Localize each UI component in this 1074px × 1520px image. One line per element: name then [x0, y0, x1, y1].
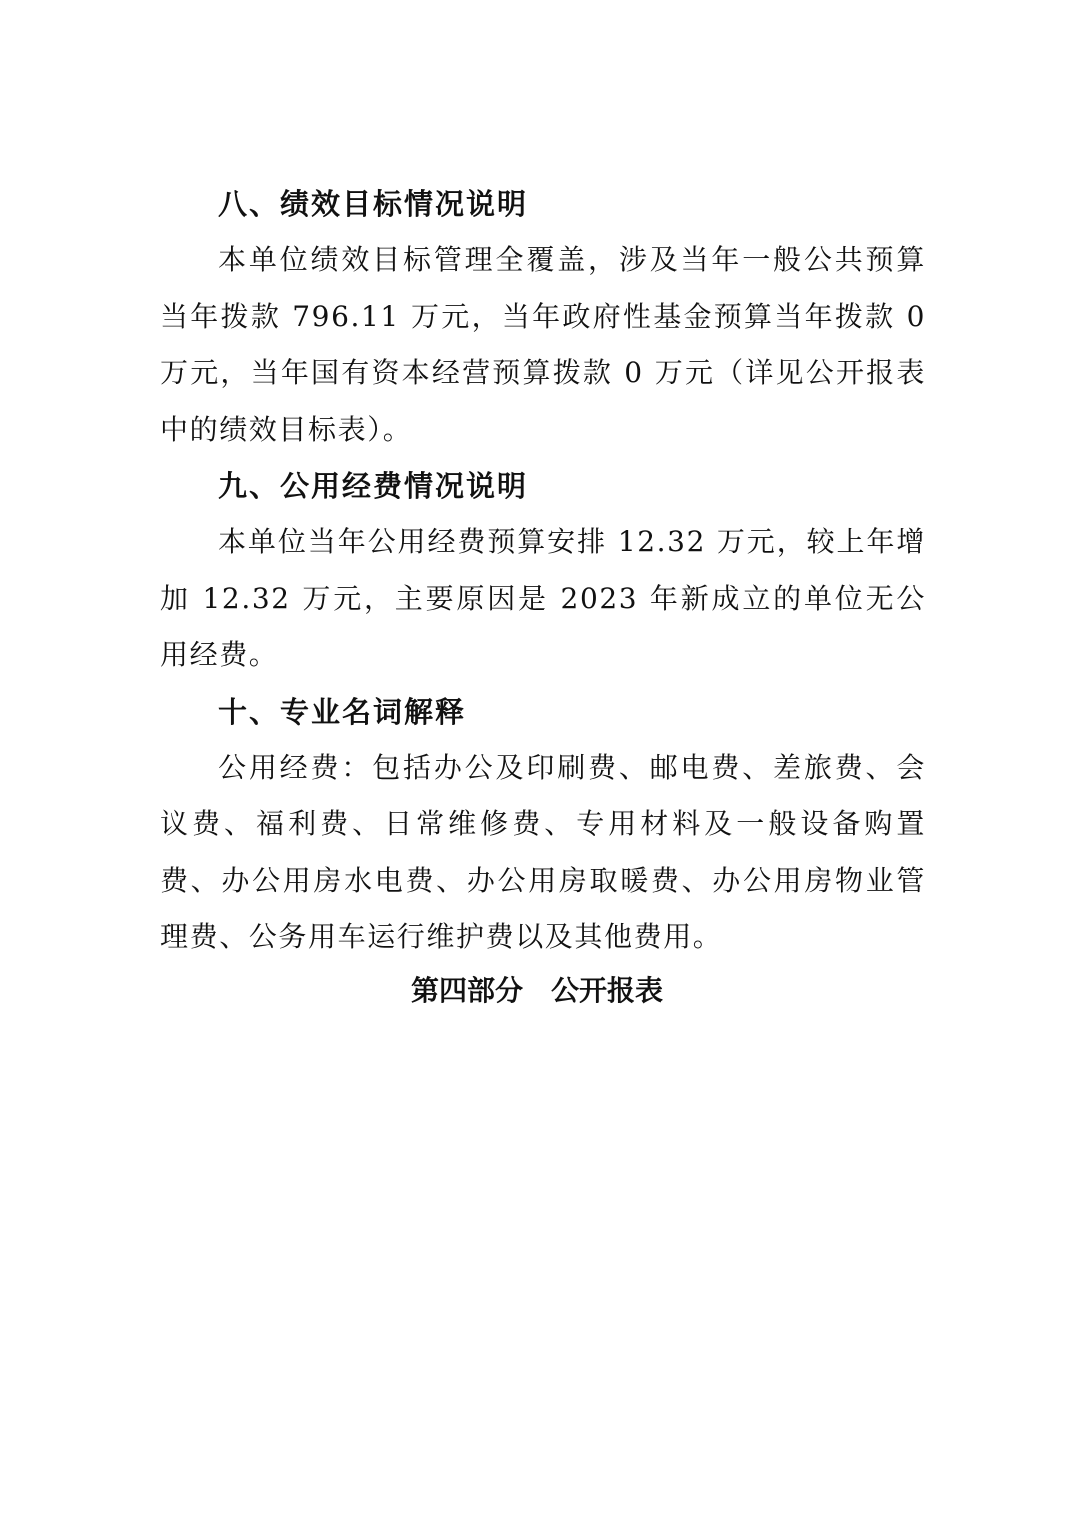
section-9-paragraph: 本单位当年公用经费预算安排 12.32 万元，较上年增加 12.32 万元，主要原因是 2023 年新成立的单位无公用经费。	[160, 525, 926, 671]
section-9-heading: 九、公用经费情况说明	[218, 469, 529, 503]
document-body	[160, 176, 926, 966]
section-10-paragraph: 公用经费：包括办公及印刷费、邮电费、差旅费、会议费、福利费、日常维修费、专用材料及一般设备购置费、办公用房水电费、办公用房取暖费、办公用房物业管理费、公务用车运行维护费以及其他费用。	[160, 750, 926, 953]
section-8-paragraph: 本单位绩效目标管理全覆盖，涉及当年一般公共预算当年拨款 796.11 万元，当年政府性基金预算当年拨款 0 万元，当年国有资本经营预算拨款 0 万元（详见公开报表中的绩效目标表）。	[160, 243, 926, 446]
section-10-heading: 十、专业名词解释	[218, 694, 467, 729]
section-8-heading: 八、绩效目标情况说明	[218, 187, 529, 221]
part-four-title: 第四部分 公开报表	[410, 974, 663, 1007]
